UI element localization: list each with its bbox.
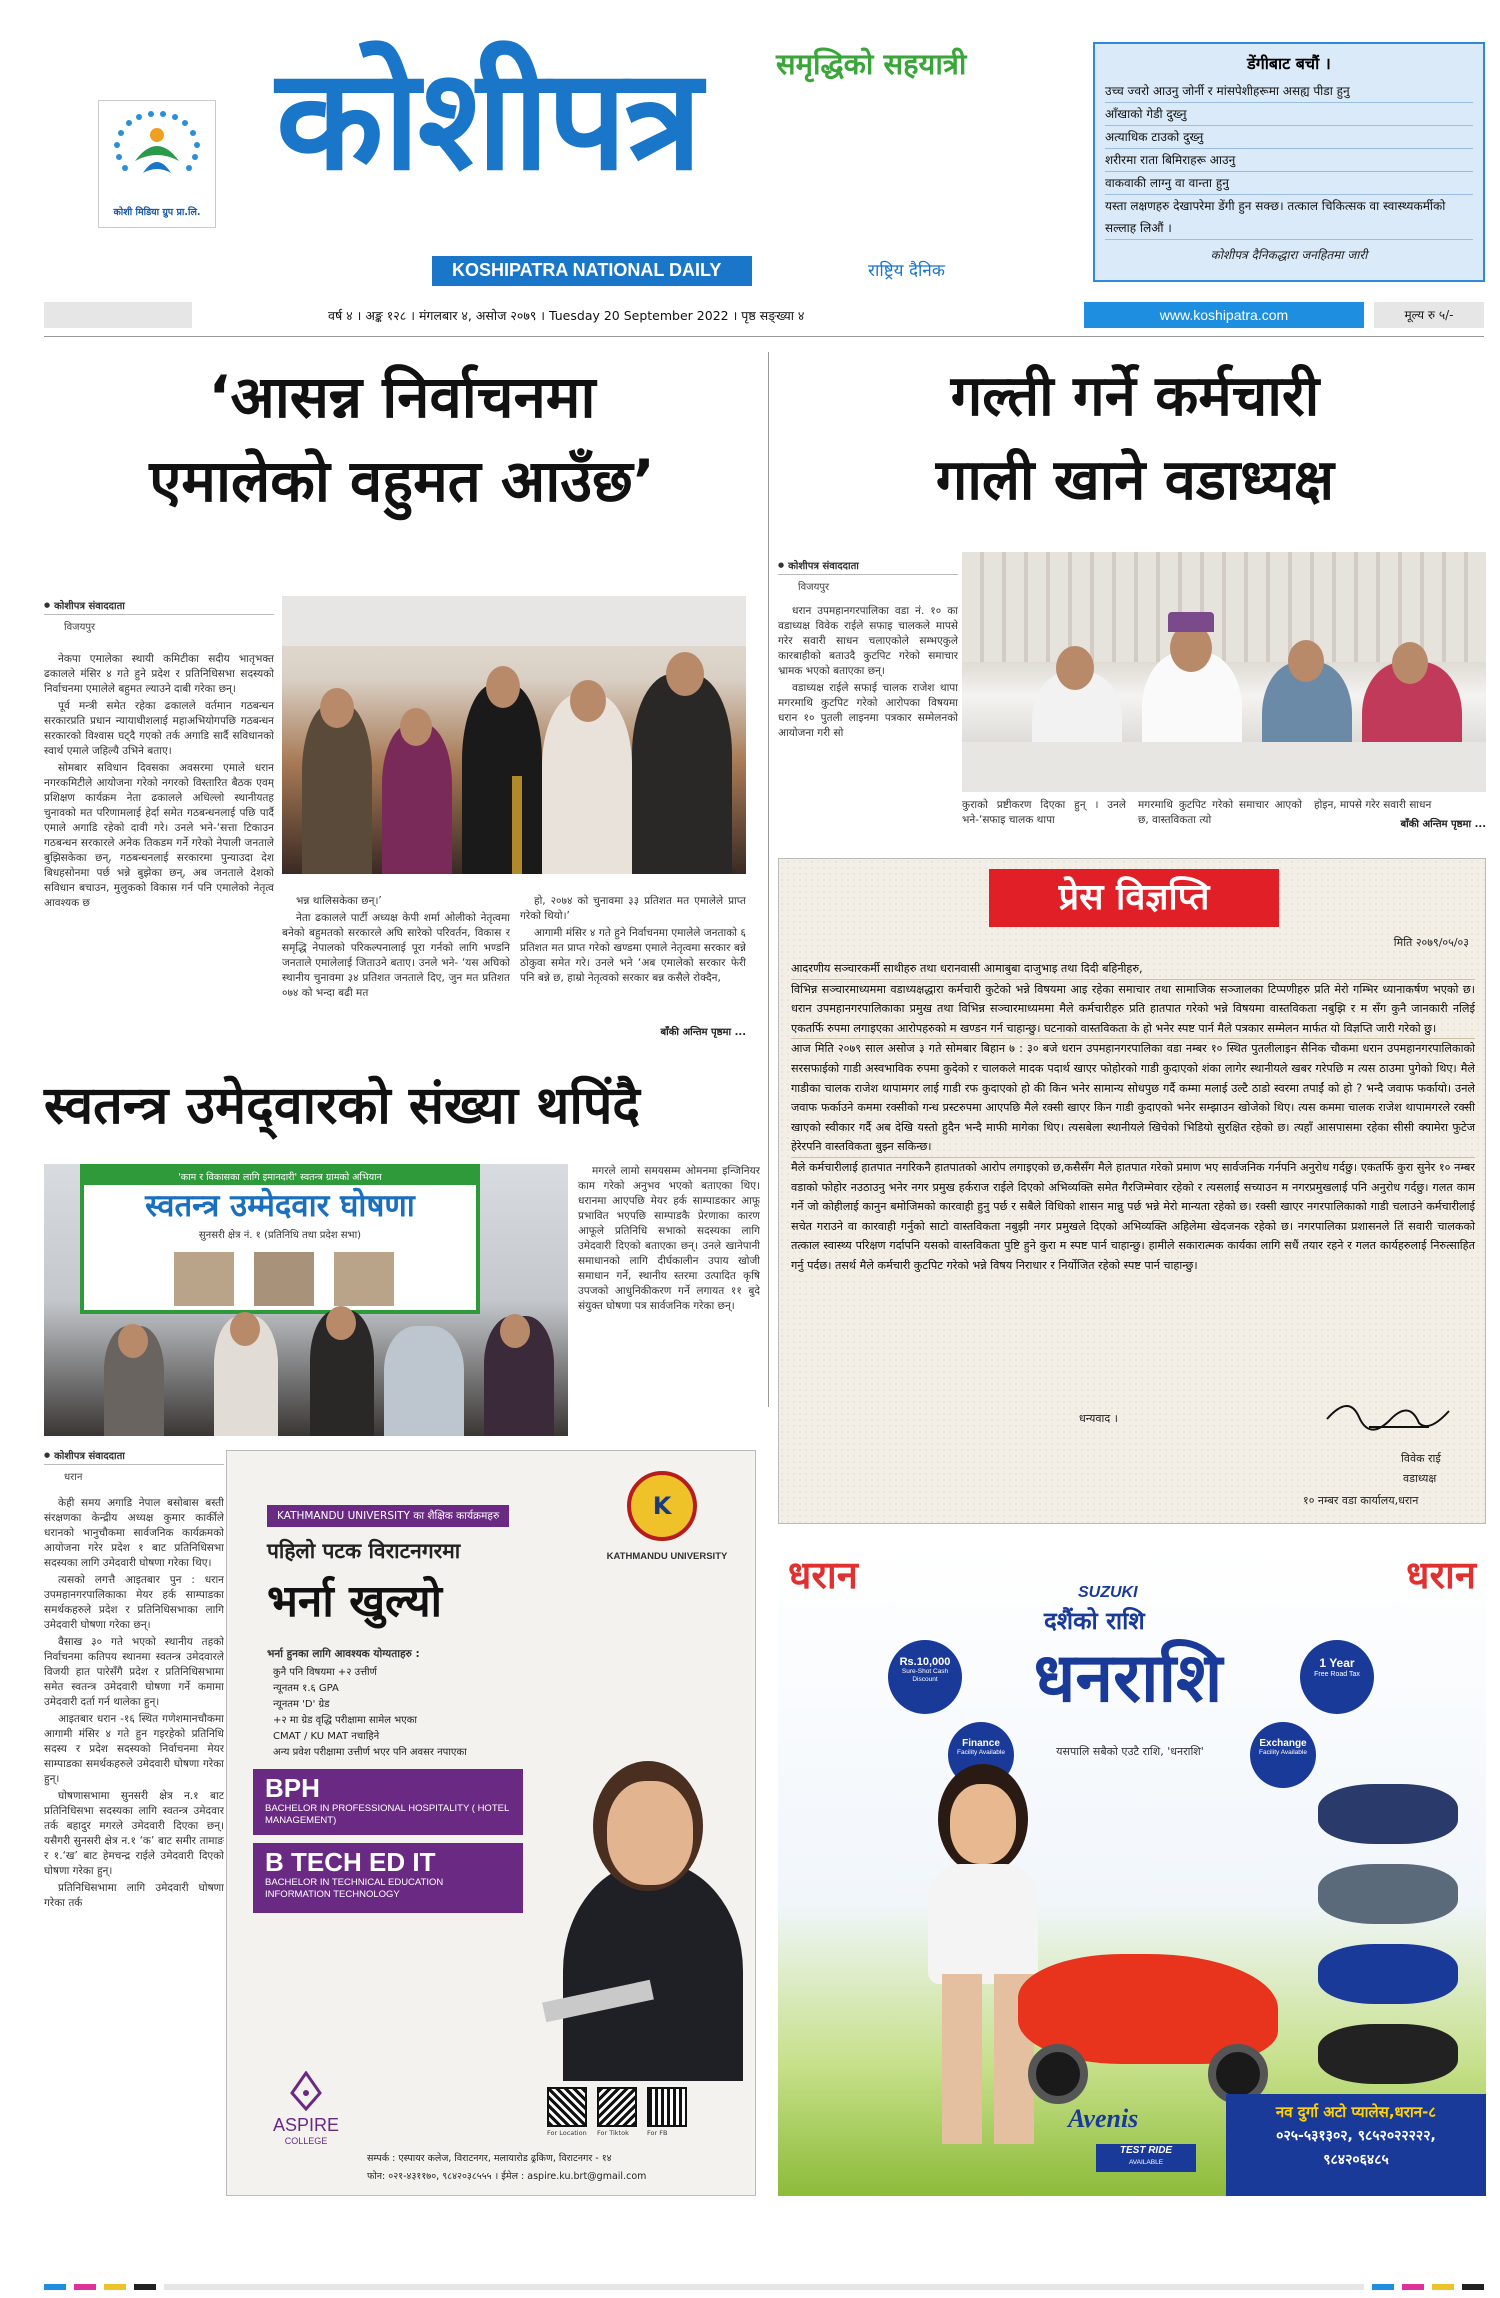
website-link[interactable]: [1084, 302, 1364, 328]
ad-phone: फोन: ०२१-४३११७०, ९८४२०३८५५५ । ईमेल : aspire.ku.brt@gmail.com: [367, 2171, 647, 2182]
dateline-rule: [44, 336, 1484, 337]
story2-caption-col3: होइन, मापसे गरेर सवारी साधन: [1314, 799, 1432, 811]
ad-woman-image: [523, 1721, 743, 2081]
paragraph: वैसाख ३० गते भएको स्थानीय तहको निर्वाचनमा कतिपय स्थानमा स्वतन्त्र उमेदवारले विजयी हात पारेसँगै प्रदेश र प्रतिनिधिसभामा समेत स्वतन्त्र उमेदवारी घोषणा गर्ने कमामा उमेदवारी दर्ता गर्न थालेका हुन्।: [44, 1636, 224, 1708]
notice-line: शरीरमा राता बिमिराहरू आउनु: [1105, 149, 1473, 172]
story2-headline-line2: गाली खाने वडाध्यक्ष: [935, 448, 1335, 513]
dealer-phone1: ०२५-५३१३०२, ९८५२०२२२२२,: [1276, 2128, 1436, 2144]
masthead-title: कोशीपत्र: [276, 39, 701, 202]
paragraph: सोमबार सविधान दिवसका अवसरमा एमाले धरान नगरकमिटीले आयोजना गरेको नगरको विस्तारित बैठक एवम् प्रशिक्षण कार्यक्रम नेता ढकालले अधिल्लो स्थानीयतह चुनावको मत परिणामलाई हेर्दा समेत गठबन्धनलाई पछि पार्दै एमाले अगाडि रहेको दावी गरे। उनले भने-‘सत्ता टिकाउन गठबन्धन सरकारले अनेक तिकडम गर्ने गरेको नेपाली जनताले बुझिसकेका छन्, गठबन्धनलाई सरकारमा पुन्याउदा देश बिधहसोनमा पर्छ भन्ने बुझेका छन्, अब जनताले देशको सविधान बचाउन, मुलुकको विकास गर्न पनि एमालेको नेतृत्व आवश्यक छ: [44, 762, 274, 909]
req-item: अन्य प्रवेश परीक्षामा उत्तीर्ण भएर पनि अवसर नपाएका: [273, 1747, 467, 1758]
press-signer-name: विवेक राई: [1401, 1452, 1441, 1465]
story1-location: विजयपुर: [64, 622, 96, 633]
qr-label: For Location: [547, 2129, 587, 2137]
suzuki-dhanrashi-ad[interactable]: [778, 1544, 1486, 2196]
price-text: मूल्य रु ५/-: [1404, 308, 1454, 322]
badge-road-tax: [1300, 1640, 1374, 1714]
website-text: www.koshipatra.com: [1159, 307, 1289, 323]
press-release: [778, 858, 1486, 1524]
college-sub: COLLEGE: [284, 2136, 328, 2146]
story1-headline-line2: एमालेको वहुमत आउँछ’: [149, 447, 655, 515]
badge-small: Facility Available: [957, 1749, 1005, 1756]
group-name: कोशी मिडिया ग्रुप प्रा.लि.: [113, 207, 201, 218]
college-name: ASPIRE: [272, 2115, 340, 2135]
program-sub: BACHELOR IN TECHNICAL EDUCATION INFORMATION TECHNOLOGY: [265, 1877, 444, 1900]
ad-line2: भर्ना खुल्यो: [267, 1576, 443, 1627]
press-signer-office: १० नम्बर वडा कार्यालय,धरान: [1303, 1494, 1419, 1507]
ku-logo-icon: K: [627, 1471, 697, 1541]
notice-line: यस्ता लक्षणहरु देखापरेमा डेंगी हुन सक्छ। तत्काल चिकित्सक वा स्वास्थ्यकर्मीको सल्लाह लिऔं ।: [1105, 195, 1473, 240]
paragraph: प्रतिनिधिसभामा लागि उमेदवारी घोषणा गरेका तर्क: [44, 1882, 224, 1909]
story3-location: धरान: [64, 1472, 83, 1483]
qr-code-icon[interactable]: [647, 2087, 687, 2127]
story2-photo: [962, 552, 1486, 792]
ku-label: KATHMANDU UNIVERSITY: [606, 1551, 728, 1562]
story2-headline-line1: गल्ती गर्ने कर्मचारी: [950, 364, 1320, 429]
notice-line: वाकवाकी लाग्नु वा वान्ता हुनु: [1105, 172, 1473, 195]
badge-big: Rs.10,000: [899, 1656, 951, 1668]
paragraph: हो, २०७४ को चुनावमा ३३ प्रतिशत मत एमालेले प्राप्त गरेको थियो।’: [520, 895, 746, 922]
story3-headline: स्वतन्त्र उमेद्‌वारको संख्या थपिंदै: [44, 1076, 640, 1136]
story1-photo: [282, 596, 746, 874]
masthead-rastriya: राष्ट्रिय दैनिक: [868, 261, 945, 281]
ad-top-tag: KATHMANDU UNIVERSITY का शैक्षिक कार्यक्रमहरु: [267, 1505, 509, 1527]
story3-col-left: [44, 1496, 224, 2188]
story3-byline: ● कोशीपत्र संवाददाता: [44, 1448, 224, 1465]
ad-scooter-red: [998, 1934, 1298, 2104]
aspire-logo: [261, 2071, 351, 2146]
story2-col1: [778, 604, 958, 790]
koshi-media-emblem-icon: [99, 101, 215, 201]
badge-big: Finance: [962, 1738, 1000, 1749]
ad-line1: पहिलो पटक विराटनगरमा: [267, 1539, 461, 1563]
dealer-phone2: ९८४२०६४८५: [1323, 2152, 1389, 2168]
story2-continued[interactable]: बाँकी अन्तिम पृष्ठमा ...: [1400, 819, 1486, 830]
badge-exchange: [1250, 1722, 1316, 1788]
press-paragraph: आज मिति २०७९ साल असोज ३ गते सोमबार बिहान ७ : ३० बजे धरान उपमहानगरपालिका वडा नम्बर १० स्थित पुतलीलाइन सैनिक चौकमा धरान उपमहानगरपालिकाको सरसफाईको गाडी अस्वभाविक रुपमा कुदेको र चालकले मादक पदार्थ खाएर फोहोरको गाडी कुदाएको शंका लागेर स्थानीयले खबर गरेपछि म त्यस ठाउमा पुगेको थिए। मैले गाडीका चालक राजेश थापामगर लाई गाडी रफ कुदाएको हो की किन भनेर सामान्य सोधपुछ गर्दै कम्मा मलाई उल्टै ठाडो स्वरमा तपाईं को हो ? भन्दै जवाफ फर्कायो। उनले जवाफ फर्काउने कममा रक्सीको गन्ध प्रस्टरुपमा आएपछि मैले रक्सी खाएर किन गाडी कुदाएको भनेर सम्झाउन खोजेको थिए। त्यस कममा चालक राजेश थापामगरले रक्सी खाएको स्वीकार गर्दै अब देखि यस्तो हुदैन भन्दै माफी मागेका थिए। त्यसबेला स्थानीयले खिचेको भिडियो सुरक्षित रहेको छ। त्यहाँ आसपासमा रहेका सीसी क्यामेरा फुटेज हेरेरपनि वास्तविकता बुझ्न सकिन्छ।: [791, 1039, 1475, 1158]
dealer-name: नव दुर्गा अटो प्यालेस,धरान-८: [1275, 2103, 1437, 2121]
paragraph: पूर्व मन्त्री समेत रहेका ढकालले वर्तमान गठबन्धन सरकारप्रति प्रधान न्यायाधीशलाई महाअभियोगपछि गठबन्धन सरकारको विश्वास घट्दै गएको तर्क अगाडि सार्दै सविधानको स्वार्थ एमाले जहिल्यै उभिने बताए।: [44, 700, 274, 757]
press-paragraph: मैले कर्मचारीलाई हातपात नगरिकनै हातपातको आरोप लगाइएको छ,कसैसँग मैले हातपात गरेको प्रमाण भए सार्वजनिक गर्नपनि अनुरोध गर्दछु। एकतर्फि कुरा सुनेर १० नम्बर वडाको फोहोर नउठाउनु भनेर नगर प्रमुख हर्कराज राईले दिएको अभिव्यक्ति समेत गैरजिम्मेवार रहेको र त्यसलाई सच्याउन म नगरप्रमुखलाई पनि अनुरोध गर्दछु। गलत काम गर्ने जो कोहीलाई कानुन बमोजिमको कारवाही हुनु पर्छ र सबैले विधिको शासन मान्नु पर्छ भन्ने मेरो मान्यता रहेको छ। रक्सी खाएर नगरपालिकाको गाडी चलाउने कर्मचारीलाई सचेत गराउने वा कारवाही गर्नुको साटो वास्तविकता नबुझी नगर प्रमुखले दिएको अभिव्यक्ति अहिलेमा खेदजनक रहेको छ। नगरपालिका प्रशासनले तिं सवारी चालकको तत्काल स्वास्थ्य परिक्षण गर्दापनि यसको वास्तविकता पुष्टि हुने कुरा म स्पष्ट पार्न चाहान्छु। हामीले सकारात्मक कार्यका लागि सधैं तयार रहने र गलत कार्यहरुलाई निरुत्साहित गर्नु पर्दछ। तसर्थ मैले कर्मचारी कुटपिट गरेको भन्ने विषय निराधार र निर्योजित रहेको स्पष्ट पार्न चाहान्छु।: [791, 1160, 1475, 1272]
badge-big: 1 Year: [1319, 1656, 1355, 1670]
press-paragraph: विभिन्न सञ्चारमाध्यममा वडाध्यक्षद्धारा कर्मचारी कुटेको भन्ने विषयमा आइ रहेका समाचार तथा सामाजिक सञ्जालका टिप्पणीहरु प्रति मेरो गम्भिर ध्यानाकर्षण भएको छ। धरान उपमहानगरपालिकाका प्रमुख तथा विभिन्न सञ्चारमाध्यममा मैले कर्मचारीहरु प्रति हातपात गरेको भन्ने विषयमा वास्तविकता नबुझि र म सँग कुनै जानकारी नलिई एकतर्फि रुपमा लगाइएका आरोपहरुको म खण्डन गर्न चाहान्छु। घटनाको वास्तविकता के हो भनेर स्पष्ट पार्न मैले पत्रकार सम्मेलन मार्फत यो विज्ञप्ति जारी गरेको छु।: [791, 980, 1475, 1040]
ad-scooter-black: [1318, 2024, 1458, 2084]
paragraph: आगामी मंसिर ४ गते हुने निर्वाचनमा एमालेले जनताको ६ प्रतिशत मत प्राप्त गरेको खण्डमा एमाले नेतृत्वमा सरकार बन्ने ठोकुवा समेत गरे। उनले भने ‘अब एमालेको सरकार फेरी पनि बन्ने छ, हाम्रो नेतृत्वको सरकार बन्न कसैले रोक्दैन,: [520, 927, 746, 984]
req-item: +२ मा ग्रेड वृद्धि परीक्षामा सामेल भएका: [273, 1715, 417, 1726]
test-ride-label: TEST RIDE: [1119, 2145, 1173, 2156]
badge-big: Exchange: [1259, 1738, 1307, 1749]
badge-small: Sure-Shot Cash Discount: [901, 1668, 949, 1683]
masthead-tagline: समृद्धिको सहयात्री: [776, 47, 967, 81]
badge-small: Facility Available: [1259, 1749, 1307, 1756]
ad-scooter-blue: [1318, 1784, 1458, 1844]
banner-shape: [282, 596, 746, 646]
ad-scooter-blue2: [1318, 1944, 1458, 2004]
badge-small: Free Road Tax: [1314, 1671, 1360, 1678]
paragraph: भन्न थालिसकेका छन्।’: [296, 895, 382, 907]
program-btech: [253, 1843, 523, 1913]
banner-line3: सुनसरी क्षेत्र नं. १ (प्रतिनिधि तथा प्रदेश सभा): [198, 1230, 362, 1241]
qr-codes: [547, 2087, 747, 2137]
paragraph: मगरले लामो समयसम्म ओमनमा इन्जिनियर काम गरेको अनुभव भएको बताएका थिए। धरानमा आएपछि मेयर हर्क साम्पाडकार आफू प्रभावित भएपछि साम्पाडकै प्रेरणाका कारण आफूले प्रतिनिधि सभाको सदस्यका लागि उमेदवारी दिएको बताएका छन्। उनले खानेपानी समाधानको लागि दीर्घकालीन उपाय खोजी समाधान गर्ने, स्थानीय स्तरमा उत्पादित कृषि उपजको आधुनिकीकरण गर्ने लगायत ११ बुदे संयुक्त घोषणा पत्र सार्वजनिक गरेका छन्।: [578, 1165, 760, 1312]
req-item: न्यूनतम १.६ GPA: [273, 1683, 339, 1694]
req-item: न्यूनतम 'D' ग्रेड: [273, 1699, 330, 1710]
group-logo: [98, 100, 216, 228]
notice-line: उच्च ज्वरो आउनु जोर्नी र मांसपेशीहरूमा असह्य पीडा हुनु: [1105, 80, 1473, 103]
story1-col1: [44, 652, 274, 1042]
program-title: BPH: [265, 1773, 320, 1803]
story1-continued[interactable]: बाँकी अन्तिम पृष्ठमा ...: [660, 1027, 746, 1038]
masthead: [0, 0, 1500, 290]
paragraph: घोषणासभामा सुनसरी क्षेत्र न.१ बाट प्रतिनिधिसभा सदस्यका लागि स्वतन्त्र उमेदवार तर्क बहादुर मगरले उमेदवारी दिएका छन्। यसैगरी सुनसरी क्षेत्र न.१ ‘क’ बाट समीर तामाङ र १.‘ख’ बाट हेमचन्द्र राईले उमेदवारी दिएको घोषणा गरेका हुन्।: [44, 1790, 224, 1877]
ad-tag: दशैंको राशि: [1044, 1607, 1145, 1635]
story2-caption-col2: मगरमाथि कुटपिट गरेको समाचार आएको छ, वास्तविकता त्यो: [1138, 799, 1302, 826]
banner-line1: 'काम र विकासका लागि इमानदारी' स्वतन्त्र ग्रामको अभियान: [84, 1168, 476, 1185]
press-body: [791, 959, 1475, 1276]
story1-byline: ● कोशीपत्र संवाददाता: [44, 598, 274, 615]
ad-title: धनराशि: [1033, 1639, 1223, 1718]
dateline-info: वर्ष ४ । अङ्क १२८ । मंगलबार ४, असोज २०७९ । Tuesday 20 September 2022 । पृष्ठ सङ्ख्या ४: [328, 308, 805, 323]
paragraph: केही समय अगाडि नेपाल बसोबास बस्ती संरक्षणका केन्द्रीय अध्यक्ष कुमार कार्कीले धरानको भानुचौकमा सार्वजनिक कार्यक्रमको आयोजना गरेर प्रदेश १ बाट प्रतिनिधिसभा सदस्यका लागि उमेदवारी घोषणा गरेका थिए।: [44, 1497, 224, 1569]
paragraph: धरान उपमहानगरपालिका वडा नं. १० का वडाध्यक्ष विवेक राईले सफाइ चालकले मापसे गरेर सवारी साधन चलाएकोले सम्भएकुले कारबाहीको बताउदै कुटपिट गरेको समाचार भ्रामक भएको बताएका छन्।: [778, 605, 958, 677]
story2-byline: ● कोशीपत्र संवाददाता: [778, 558, 958, 575]
req-item: CMAT / KU MAT नचाहिने: [273, 1731, 380, 1742]
ad-dharan-right: धरान: [1406, 1553, 1476, 1597]
ad-subtitle: यसपालि सबैको एउटै राशि, 'धनराशि': [1056, 1745, 1204, 1758]
program-title: B TECH ED IT: [265, 1847, 436, 1877]
req-item: कुनै पनि विषयमा +२ उत्तीर्ण: [273, 1667, 377, 1678]
price-box: [1374, 302, 1484, 328]
ad-dharan-left: धरान: [788, 1553, 858, 1597]
story2-byline-block: [778, 558, 958, 593]
paragraph: नेता ढकालले पार्टी अध्यक्ष केपी शर्मा ओलीको नेतृत्वमा बनेको बहुमतको सरकारले अघि सारेको परिवर्तन, विकास र समृद्धि नेपालको परिकल्पनालाई पूरा गर्नको लागि भण्डनि जनताले एमालेलाई जिताउने बताए। उनले भने- ‘यस अघिको स्थानीय चुनावमा ३४ प्रतिशत जनताले दिए, जुन मत प्रतिशत ०७४ को भन्दा बढी मत: [282, 912, 510, 999]
aspire-college-ad[interactable]: [226, 1450, 756, 2196]
paragraph: त्यसको लगत्तै आइतबार पुन : धरान उपमहानगरपालिकाका मेयर हर्क साम्पाडका समर्थकहरुले प्रदेश र प्रतिनिधिसभाका लागि उमेदवारी घोषणा गरेका छन्।: [44, 1574, 224, 1631]
press-heading-box: [989, 869, 1279, 927]
story2-caption-col1: कुराको प्रष्टीकरण दिएका हुन् । उनले भने-‘सफाइ चालक थापा: [962, 799, 1126, 826]
signature-icon: [1319, 1389, 1469, 1449]
program-sub: BACHELOR IN PROFESSIONAL HOSPITALITY ( HOTEL MANAGEMENT): [265, 1803, 509, 1826]
story2-location: विजयपुर: [798, 582, 830, 593]
press-date: मिति २०७९/०५/०३: [1393, 936, 1469, 949]
paragraph: वडाध्यक्ष राईले सफाई चालक राजेश थापा मगरमाथि कुटपिट गरेको आरोपका विषयमा धरान १० पुतली लाइनमा पत्रकार सम्मेलनको आयोजना गरी सो: [778, 682, 958, 739]
column-divider: [768, 352, 769, 1407]
press-thanks: धन्यवाद ।: [1079, 1412, 1118, 1425]
story1-col2: [282, 894, 510, 1042]
notice-footer: कोशीपत्र दैनिकद्धारा जनहितमा जारी: [1210, 248, 1368, 262]
ad-reqs: [273, 1665, 467, 1761]
press-heading: प्रेस विज्ञप्ति: [1058, 877, 1210, 918]
banner-line2: स्वतन्त्र उम्मेदवार घोषणा: [145, 1188, 415, 1224]
qr-code-icon[interactable]: [597, 2087, 637, 2127]
paragraph: आइतबार धरान -१६ स्थित गणेशमानचौकमा आगामी मंसिर ४ गते हुन गइरहेको प्रतिनिधि सदस्य र प्रदेश सदस्यको निर्वाचनमा मेयर साम्पाडका समर्थकहरुले उमेदवारी घोषणा गरेका हुन्।: [44, 1713, 224, 1785]
test-ride-badge[interactable]: [1096, 2144, 1196, 2172]
qr-code-icon[interactable]: [547, 2087, 587, 2127]
dateline-left-block: [44, 302, 192, 328]
test-ride-sub: AVAILABLE: [1128, 2159, 1164, 2166]
ad-req-title: भर्ना हुनका लागि आवश्यक योग्यताहरु :: [267, 1648, 420, 1660]
ad-model: Avenis: [1068, 2104, 1139, 2133]
notice-line: आँखाको गेडी दुख्नु: [1105, 103, 1473, 126]
story1-byline-block: [44, 598, 274, 633]
event-banner: [80, 1164, 480, 1314]
dealer-box: [1226, 2094, 1486, 2196]
press-paragraph: आदरणीय सञ्चारकर्मी साथीहरु तथा धरानवासी आमाबुबा दाजुभाइ तथा दिदी बहिनीहरु,: [791, 959, 1475, 980]
story1-col3: [520, 894, 746, 1020]
story3-col-right: [578, 1164, 760, 1436]
masthead-english-name: KOSHIPATRA NATIONAL DAILY: [452, 260, 722, 280]
press-signer-title: वडाध्यक्ष: [1403, 1472, 1437, 1485]
dateline-bar: [44, 302, 1484, 330]
ad-contact: सम्पर्क : एस्पायर कलेज, विराटनगर, मलायारोड ढ्रकिण, विराटनगर - १४: [367, 2153, 612, 2164]
qr-label: For FB: [647, 2129, 668, 2137]
story3-photo: [44, 1164, 568, 1436]
pen-nib-icon: [286, 2071, 326, 2111]
story1-headline-line1: ‘आसन्न निर्वाचनमा: [208, 363, 596, 431]
footer-color-bar: [44, 2284, 1484, 2290]
notice-line: अत्याधिक टाउको दुख्नु: [1105, 126, 1473, 149]
notice-title: डेंगीबाट बचौं ।: [1247, 54, 1331, 73]
story3-byline-block: [44, 1448, 224, 1483]
suzuki-brand: SUZUKI: [1078, 1584, 1138, 1601]
notice-lines: [1105, 80, 1473, 240]
ad-scooter-grey: [1318, 1864, 1458, 1924]
paragraph: नेकपा एमालेका स्थायी कमिटीका सदीय भातृभक्त ढकालले मंसिर ४ गते हुने प्रदेश र प्रतिनिधिसभा सदस्यको निर्वाचनमा एमालेले बहुमत ल्याउने दाबी गरेका छन्।: [44, 653, 274, 695]
qr-label: For Tiktok: [597, 2129, 629, 2137]
program-bph: [253, 1769, 523, 1835]
dengue-notice-box: [1093, 42, 1485, 282]
badge-discount: [888, 1640, 962, 1714]
